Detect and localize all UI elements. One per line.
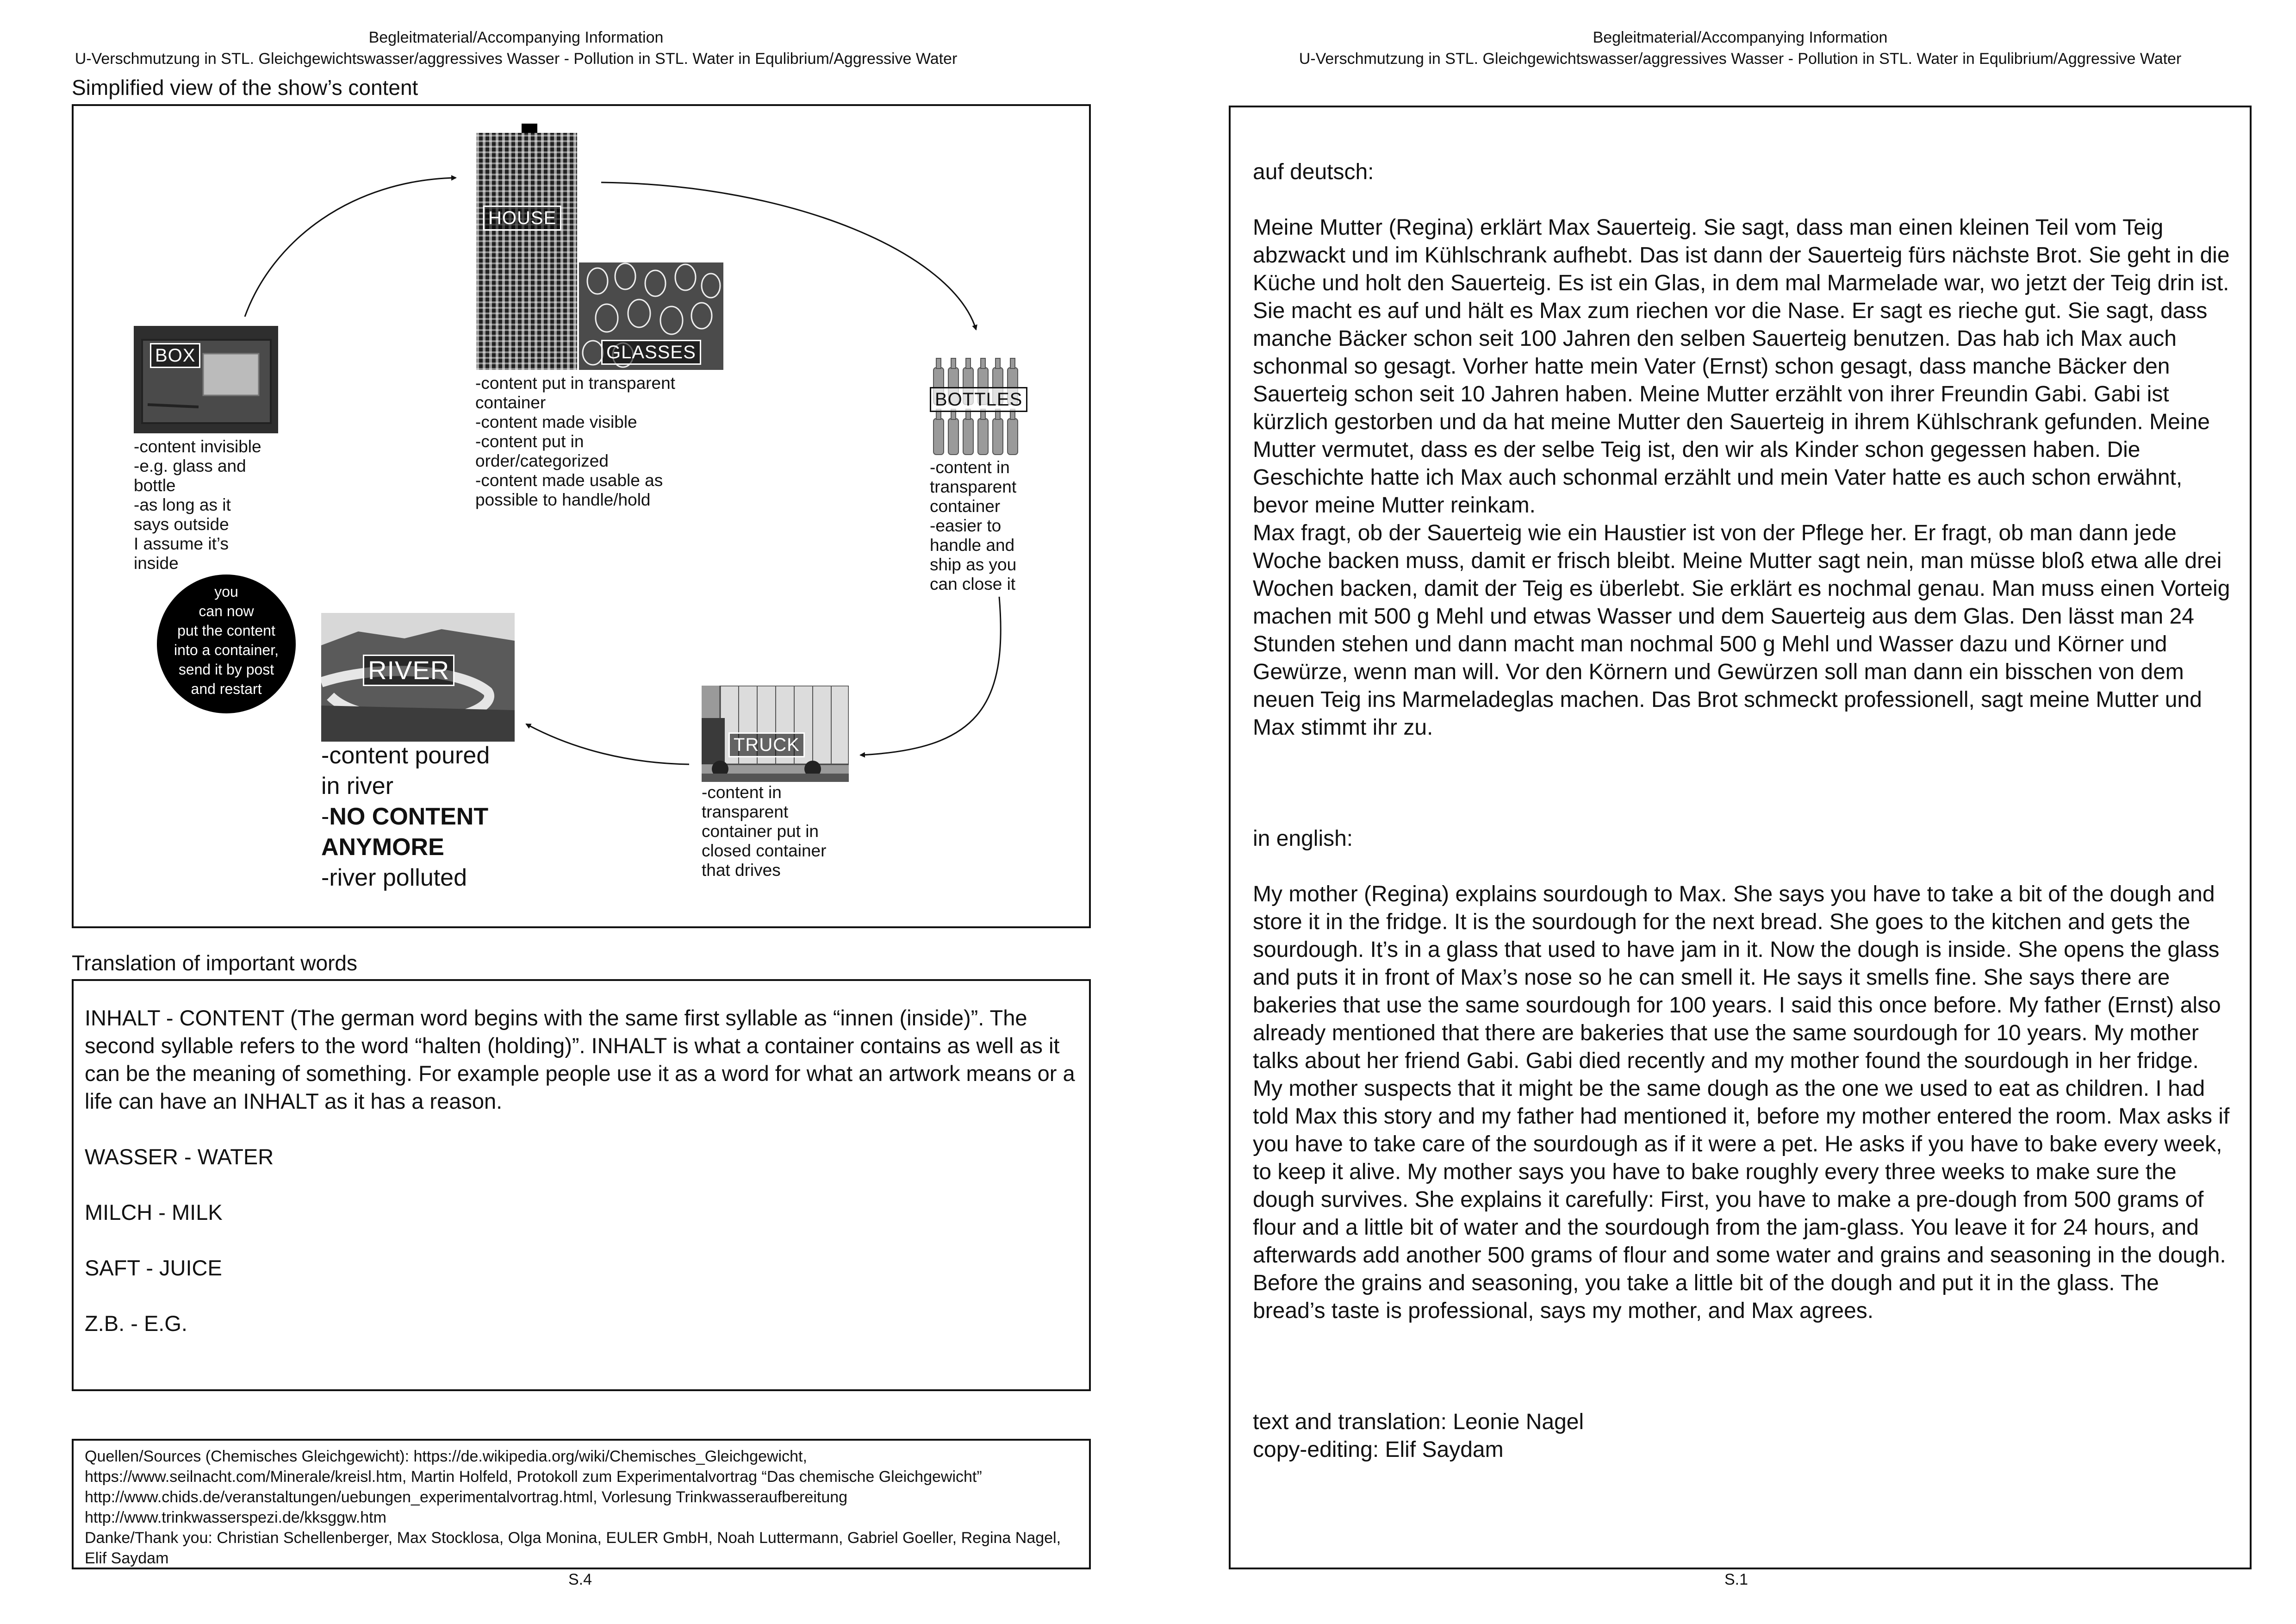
box-caption-line: -content invisible xyxy=(134,437,261,456)
glasses-caption-line: -content made visible xyxy=(475,412,637,431)
spacer xyxy=(1253,1325,2230,1408)
sources-box xyxy=(72,1439,1091,1569)
truck-caption-line: closed container xyxy=(702,841,827,860)
diagram-title: Simplified view of the show’s content xyxy=(72,75,418,100)
translation-zb: Z.B. - E.G. xyxy=(85,1311,187,1336)
circle-line: and restart xyxy=(191,681,262,697)
right-header-line2: U-Verschmutzung in STL. Gleichgewichtswasser/aggressives Wasser - Pollution in STL. Water in Equlibrium/Aggressive Water xyxy=(1299,50,2182,68)
story-en-heading: in english: xyxy=(1253,826,1353,851)
river-caption-bold1: NO CONTENT xyxy=(329,803,489,830)
box-caption-line: bottle xyxy=(134,476,176,495)
right-header xyxy=(1231,27,2249,69)
truck-caption-line: -content in xyxy=(702,783,782,802)
story-de-paragraph-2: Max fragt, ob der Sauerteig wie ein Haustier ist von der Pflege her. Er fragt, ob man dann jede Woche backen muss, damit er frisch bleibt. Meine Mutter sagt nein, man müsse bloß etwa alle drei Wochen backen, damit der Teig es überlebt. Sie erklärt es nochmal genau. Man muss einen Vorteig machen mit 500 g Mehl und etwas Wasser und dem Sauerteig aus dem Glas. Den lässt man 24 Stunden stehen und dann macht man nochmal 500 g Mehl und Wasser dazu und Körner und Gewürze, wenn man will. Vor den Körnern und Gewürzen soll man dann ein bisschen von dem neuen Teig ins Marmeladeglas machen. Das Brot schmeckt professionell, sagt meine Mutter und Max stimmt ihr zu. xyxy=(1253,521,2230,740)
bottles-caption-line: -content in xyxy=(930,458,1010,477)
river-label: RIVER xyxy=(363,655,454,686)
glasses-label: GLASSES xyxy=(601,340,701,365)
page-number-left: S.4 xyxy=(568,1571,592,1588)
river-caption-bold2-row xyxy=(321,832,490,862)
box-caption-line: says outside xyxy=(134,515,229,534)
circle-line: into a container, xyxy=(174,642,279,658)
glasses-caption-line: -content put in transparent xyxy=(475,374,675,393)
translation-wasser: WASSER - WATER xyxy=(85,1144,274,1169)
river-caption xyxy=(321,740,490,893)
spacer xyxy=(1253,742,2230,825)
translation-box xyxy=(72,979,1091,1391)
box-caption-line: -as long as it xyxy=(134,495,231,514)
story-en-paragraph: My mother (Regina) explains sourdough to Max. She says you have to take a bit of the dough and store it in the fridge. It is the sourdough for the next bread. She goes to the kitchen and gets the sourdough. It’s in a glass that used to have jam in it. Now the dough is inside. She opens the glass and puts it in front of Max’s nose so he can smell it. He says it smells fine. She says there are bakeries that use the same sourdough for 100 years. I said this once before. My father (Ernst) also already mentioned that there are bakeries that use the same sourdough for 10 years. My mother talks about her friend Gabi. Gabi died recently and my mother found the sourdough in her fridge. My mother suspects that it might be the same dough as the one we used to eat as children. I had told Max this story and my father had mentioned it, before my mother entered the room. Max asks if you have to take care of the sourdough as if it were a pet. He asks if you have to bake every week, to keep it alive. My mother says you have to bake roughly every three weeks to make sure the dough survives. She explains it carefully: First, you have to make a pre-dough from 500 grams of flour and a little bit of water and the sourdough from the jam-glass. You leave it for 24 hours, and afterwards add another 500 grams of flour and some water and grains and seasoning in the dough. Before the grains and seasoning, you take a little bit of the dough and put it in the glass. The bread’s taste is professional, says my mother, and Max agrees. xyxy=(1253,882,2230,1323)
spacer xyxy=(1253,853,2230,881)
box-caption-line: I assume it’s xyxy=(134,534,229,553)
bottles-caption-line: can close it xyxy=(930,575,1016,593)
box-label: BOX xyxy=(150,343,200,368)
story-box xyxy=(1229,106,2252,1569)
river-caption-bold1-row: -NO CONTENT xyxy=(321,803,489,830)
truck-label: TRUCK xyxy=(728,732,805,757)
left-header-line1: Begleitmaterial/Accompanying Information xyxy=(368,29,664,46)
left-header-line2: U-Verschmutzung in STL. Gleichgewichtswasser/aggressives Wasser - Pollution in STL. Water in Equlibrium/Aggressive Water xyxy=(75,50,958,68)
glasses-caption-line: order/categorized xyxy=(475,451,609,470)
glasses-caption-line: container xyxy=(475,393,546,412)
truck-caption-line: that drives xyxy=(702,861,781,880)
thanks-text: Danke/Thank you: Christian Schellenberger, Max Stocklosa, Olga Monina, EULER GmbH, Noah Luttermann, Gabriel Goeller, Regina Nagel, Elif Saydam xyxy=(85,1529,1061,1567)
spacer xyxy=(1253,186,2230,214)
glasses-caption-line: -content put in xyxy=(475,432,584,451)
translation-saft: SAFT - JUICE xyxy=(85,1255,222,1280)
bottles-caption-line: transparent xyxy=(930,477,1017,496)
bottles-caption xyxy=(930,458,1016,594)
circle-line: put the content xyxy=(177,622,275,639)
arrow-truck-to-river xyxy=(526,724,689,764)
story-de-heading: auf deutsch: xyxy=(1253,160,1374,184)
restart-circle xyxy=(157,575,296,713)
bottles-caption-line: ship as you xyxy=(930,555,1017,574)
circle-line: can now xyxy=(199,603,254,619)
arrow-bottles-to-truck xyxy=(860,597,1001,755)
truck-caption xyxy=(702,783,826,880)
glasses-caption-line: -content made usable as xyxy=(475,471,663,490)
house-photo xyxy=(476,133,577,370)
river-caption-line2: in river xyxy=(321,773,394,800)
river-caption-line1: -content poured xyxy=(321,742,490,769)
story-de-paragraph-1: Meine Mutter (Regina) erklärt Max Sauerteig. Sie sagt, dass man einen kleinen Teil vom Teig abzwackt und im Kühlschrank aufhebt. Das ist dann der Sauerteig fürs nächste Brot. Sie geht in die Küche und holt den Sauerteig. Es ist ein Glas, in dem mal Marmelade war, wo jetzt der Teig drin ist. Sie macht es auf und hält es Max zum riechen vor die Nase. Er sagt es rieche gut. Sie sagt, dass manche Bäcker schon seit 100 Jahren den selben Sauerteig benutzen. Das hab ich Max auch schonmal so gesagt. Vorher hatte mein Vater (Ernst) schon gesagt, dass manche Bäcker den Sauerteig schon seit 10 Jahren haben. Meine Mutter erzählt von ihrer Freundin Gabi. Gabi ist kürzlich gestorben und da hat meine Mutter den Sauerteig in ihrem Kühlschrank gefunden. Meine Mutter vermutet, dass es der selbe Teig ist, den wir als Kinder schon gegessen haben. Die Geschichte hatte ich Max auch schonmal erzählt und mein Vater hatte es auch schon erwähnt, bevor meine Mutter reinkam. xyxy=(1253,215,2230,518)
bottles-caption-line: container xyxy=(930,497,1001,516)
translation-inhalt: INHALT - CONTENT (The german word begins with the same first syllable as “innen (inside)”. The second syllable refers to the word “halten (holding)”. INHALT is what a container contains as well as it can be the meaning of something. For example people use it as a word for what an artwork means or a life can have an INHALT as it has a reason. xyxy=(85,1006,1075,1113)
translation-title: Translation of important words xyxy=(72,951,358,975)
bottles-caption-line: -easier to xyxy=(930,516,1002,535)
page-number-right: S.1 xyxy=(1724,1571,1748,1588)
truck-caption-line: transparent xyxy=(702,802,789,821)
bottles-caption-line: handle and xyxy=(930,536,1015,555)
river-caption-line3: -river polluted xyxy=(321,864,467,891)
bottles-label: BOTTLES xyxy=(930,387,1027,412)
arrow-box-to-house xyxy=(245,178,456,317)
credit-copy-editing: copy-editing: Elif Saydam xyxy=(1253,1437,1504,1462)
truck-caption-line: container put in xyxy=(702,822,819,841)
glasses-caption-line: possible to handle/hold xyxy=(475,490,651,509)
translation-milch: MILCH - MILK xyxy=(85,1200,223,1224)
diagram-box xyxy=(72,104,1091,928)
box-caption-line: inside xyxy=(134,554,179,573)
box-caption-line: -e.g. glass and xyxy=(134,456,246,475)
house-label: HOUSE xyxy=(483,206,561,231)
circle-line: send it by post xyxy=(178,661,274,678)
credit-text-translation: text and translation: Leonie Nagel xyxy=(1253,1410,1584,1434)
circle-line: you xyxy=(214,583,238,600)
left-header xyxy=(7,27,1025,69)
sources-text: Quellen/Sources (Chemisches Gleichgewicht): https://de.wikipedia.org/wiki/Chemisches_Gleichgewicht, https://www.seilnacht.com/Minerale/kreisl.htm, Martin Holfeld, Protokoll zum Experimentalvortrag “Das chemische Gleichgewicht” http://www.chids.de/veranstaltungen/uebungen_experimentalvortrag.html, Vorlesung Trinkwasseraufbereitung http://www.trinkwasserspezi.de/kksggw.htm xyxy=(85,1448,982,1526)
box-caption xyxy=(134,437,261,573)
house-antenna xyxy=(522,124,537,133)
right-header-line1: Begleitmaterial/Accompanying Information xyxy=(1593,29,1888,46)
box-photo xyxy=(134,326,278,433)
glasses-caption xyxy=(475,374,675,510)
river-caption-bold2: ANYMORE xyxy=(321,834,444,861)
